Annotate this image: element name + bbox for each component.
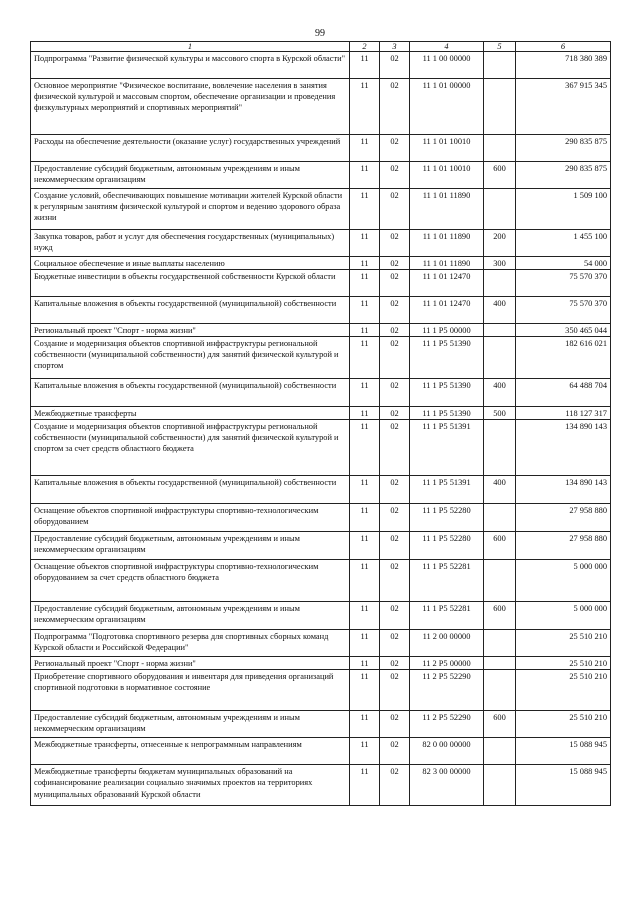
row-section: 11 xyxy=(350,420,380,476)
row-subsection: 02 xyxy=(380,270,410,297)
row-section: 11 xyxy=(350,52,380,79)
row-target-code: 11 1 P5 51390 xyxy=(410,337,484,379)
row-expense-type: 400 xyxy=(484,297,516,324)
row-expense-type xyxy=(484,630,516,657)
column-header: 4 xyxy=(410,42,484,52)
row-section: 11 xyxy=(350,560,380,602)
row-subsection: 02 xyxy=(380,476,410,504)
table-row xyxy=(31,189,611,230)
row-sum: 290 835 875 xyxy=(516,135,611,162)
row-expense-type xyxy=(484,189,516,230)
row-target-code: 11 2 P5 52290 xyxy=(410,670,484,711)
table-row xyxy=(31,504,611,532)
row-expense-type: 600 xyxy=(484,162,516,189)
table-row xyxy=(31,765,611,806)
row-target-code: 11 2 P5 52290 xyxy=(410,711,484,738)
row-sum: 15 088 945 xyxy=(516,765,611,806)
table-row xyxy=(31,657,611,670)
row-target-code: 11 1 P5 51391 xyxy=(410,420,484,476)
row-subsection: 02 xyxy=(380,297,410,324)
row-section: 11 xyxy=(350,476,380,504)
row-target-code: 11 1 P5 51390 xyxy=(410,407,484,420)
row-subsection: 02 xyxy=(380,560,410,602)
row-sum: 367 915 345 xyxy=(516,79,611,135)
row-subsection: 02 xyxy=(380,602,410,630)
row-expense-type xyxy=(484,738,516,765)
column-header: 3 xyxy=(380,42,410,52)
table-row xyxy=(31,711,611,738)
row-section: 11 xyxy=(350,711,380,738)
row-target-code: 11 1 01 11890 xyxy=(410,257,484,270)
row-expense-type xyxy=(484,337,516,379)
table-row xyxy=(31,379,611,407)
row-expense-type xyxy=(484,670,516,711)
row-section: 11 xyxy=(350,630,380,657)
row-target-code: 11 1 01 10010 xyxy=(410,162,484,189)
row-sum: 182 616 021 xyxy=(516,337,611,379)
row-subsection: 02 xyxy=(380,324,410,337)
table-row xyxy=(31,602,611,630)
row-expense-type xyxy=(484,504,516,532)
row-name: Подпрограмма "Подготовка спортивного резерва для спортивных сборных команд Курской области и Российской Федерации" xyxy=(31,630,350,657)
row-target-code: 11 1 P5 52281 xyxy=(410,602,484,630)
row-section: 11 xyxy=(350,738,380,765)
row-subsection: 02 xyxy=(380,189,410,230)
row-expense-type xyxy=(484,657,516,670)
row-name: Создание и модернизация объектов спортивной инфраструктуры региональной собственности (муниципальной собственности) для занятий физической культурой и спортом за счет средств областного бюджета xyxy=(31,420,350,476)
row-name: Бюджетные инвестиции в объекты государственной собственности Курской области xyxy=(31,270,350,297)
row-section: 11 xyxy=(350,189,380,230)
row-subsection: 02 xyxy=(380,630,410,657)
row-subsection: 02 xyxy=(380,52,410,79)
row-subsection: 02 xyxy=(380,407,410,420)
table-row xyxy=(31,79,611,135)
row-subsection: 02 xyxy=(380,711,410,738)
row-name: Предоставление субсидий бюджетным, автономным учреждениям и иным некоммерческим организациям xyxy=(31,532,350,560)
row-section: 11 xyxy=(350,670,380,711)
row-name: Капитальные вложения в объекты государственной (муниципальной) собственности xyxy=(31,476,350,504)
row-sum: 75 570 370 xyxy=(516,297,611,324)
row-name: Подпрограмма "Развитие физической культуры и массового спорта в Курской области" xyxy=(31,52,350,79)
row-expense-type xyxy=(484,52,516,79)
row-name: Создание и модернизация объектов спортивной инфраструктуры региональной собственности (муниципальной собственности) для занятий физической культурой и спортом xyxy=(31,337,350,379)
row-sum: 15 088 945 xyxy=(516,738,611,765)
column-header: 6 xyxy=(516,42,611,52)
row-section: 11 xyxy=(350,324,380,337)
row-subsection: 02 xyxy=(380,765,410,806)
row-target-code: 11 1 00 00000 xyxy=(410,52,484,79)
row-expense-type: 600 xyxy=(484,602,516,630)
table-row xyxy=(31,560,611,602)
row-section: 11 xyxy=(350,532,380,560)
row-name: Оснащение объектов спортивной инфраструктуры спортивно-технологическим оборудованием xyxy=(31,504,350,532)
row-name: Расходы на обеспечение деятельности (оказание услуг) государственных учреждений xyxy=(31,135,350,162)
table-row xyxy=(31,135,611,162)
row-sum: 290 835 875 xyxy=(516,162,611,189)
table-row xyxy=(31,230,611,257)
row-sum: 134 890 143 xyxy=(516,476,611,504)
row-target-code: 11 1 01 12470 xyxy=(410,270,484,297)
table-row xyxy=(31,270,611,297)
row-subsection: 02 xyxy=(380,657,410,670)
row-section: 11 xyxy=(350,257,380,270)
row-subsection: 02 xyxy=(380,79,410,135)
row-name: Приобретение спортивного оборудования и инвентаря для приведения организаций спортивной подготовки в нормативное состояние xyxy=(31,670,350,711)
row-sum: 54 000 xyxy=(516,257,611,270)
table-row xyxy=(31,297,611,324)
row-name: Предоставление субсидий бюджетным, автономным учреждениям и иным некоммерческим организациям xyxy=(31,162,350,189)
row-section: 11 xyxy=(350,379,380,407)
row-target-code: 11 1 01 11890 xyxy=(410,189,484,230)
row-subsection: 02 xyxy=(380,230,410,257)
row-target-code: 11 1 P5 00000 xyxy=(410,324,484,337)
row-target-code: 11 1 01 10010 xyxy=(410,135,484,162)
row-name: Закупка товаров, работ и услуг для обеспечения государственных (муниципальных) нужд xyxy=(31,230,350,257)
row-target-code: 11 1 P5 51390 xyxy=(410,379,484,407)
row-name: Капитальные вложения в объекты государственной (муниципальной) собственности xyxy=(31,297,350,324)
row-section: 11 xyxy=(350,162,380,189)
row-name: Оснащение объектов спортивной инфраструктуры спортивно-технологическим оборудованием за счет средств областного бюджета xyxy=(31,560,350,602)
budget-table xyxy=(30,41,611,806)
row-name: Межбюджетные трансферты бюджетам муниципальных образований на софинансирование реализации социально значимых проектов на территориях муниципальных образований Курской области xyxy=(31,765,350,806)
row-expense-type xyxy=(484,324,516,337)
row-target-code: 11 1 01 11890 xyxy=(410,230,484,257)
row-subsection: 02 xyxy=(380,162,410,189)
column-header: 1 xyxy=(31,42,350,52)
row-name: Региональный проект "Спорт - норма жизни" xyxy=(31,324,350,337)
table-row xyxy=(31,738,611,765)
table-row xyxy=(31,670,611,711)
row-expense-type: 200 xyxy=(484,230,516,257)
table-row xyxy=(31,162,611,189)
row-target-code: 82 3 00 00000 xyxy=(410,765,484,806)
row-expense-type xyxy=(484,420,516,476)
page-number: 99 xyxy=(315,28,325,39)
row-section: 11 xyxy=(350,765,380,806)
row-section: 11 xyxy=(350,270,380,297)
row-sum: 5 000 000 xyxy=(516,560,611,602)
row-section: 11 xyxy=(350,657,380,670)
row-sum: 1 455 100 xyxy=(516,230,611,257)
row-subsection: 02 xyxy=(380,337,410,379)
row-expense-type xyxy=(484,79,516,135)
row-name: Капитальные вложения в объекты государственной (муниципальной) собственности xyxy=(31,379,350,407)
row-target-code: 11 1 P5 52280 xyxy=(410,504,484,532)
table-header-row xyxy=(31,42,611,52)
table-row xyxy=(31,630,611,657)
row-name: Предоставление субсидий бюджетным, автономным учреждениям и иным некоммерческим организациям xyxy=(31,602,350,630)
row-target-code: 11 2 P5 00000 xyxy=(410,657,484,670)
row-sum: 718 380 389 xyxy=(516,52,611,79)
row-sum: 118 127 317 xyxy=(516,407,611,420)
row-target-code: 82 0 00 00000 xyxy=(410,738,484,765)
row-sum: 25 510 210 xyxy=(516,657,611,670)
table-row xyxy=(31,257,611,270)
row-section: 11 xyxy=(350,79,380,135)
row-sum: 64 488 704 xyxy=(516,379,611,407)
row-name: Создание условий, обеспечивающих повышение мотивации жителей Курской области к регулярным занятиям физической культурой и спортом и ведению здорового образа жизни xyxy=(31,189,350,230)
row-target-code: 11 1 P5 51391 xyxy=(410,476,484,504)
row-target-code: 11 1 01 00000 xyxy=(410,79,484,135)
row-subsection: 02 xyxy=(380,135,410,162)
row-sum: 25 510 210 xyxy=(516,711,611,738)
table-row xyxy=(31,407,611,420)
row-sum: 5 000 000 xyxy=(516,602,611,630)
row-sum: 25 510 210 xyxy=(516,670,611,711)
row-target-code: 11 1 P5 52281 xyxy=(410,560,484,602)
table-row xyxy=(31,337,611,379)
row-expense-type xyxy=(484,270,516,297)
row-section: 11 xyxy=(350,504,380,532)
row-sum: 350 465 044 xyxy=(516,324,611,337)
row-target-code: 11 2 00 00000 xyxy=(410,630,484,657)
row-subsection: 02 xyxy=(380,420,410,476)
row-section: 11 xyxy=(350,337,380,379)
row-section: 11 xyxy=(350,602,380,630)
row-name: Основное мероприятие "Физическое воспитание, вовлечение населения в занятия физической культурой и массовым спортом, обеспечение организации и проведения физкультурных мероприятий и спортивных мероприятий" xyxy=(31,79,350,135)
table-row xyxy=(31,476,611,504)
row-sum: 27 958 880 xyxy=(516,532,611,560)
row-subsection: 02 xyxy=(380,379,410,407)
column-header: 2 xyxy=(350,42,380,52)
row-subsection: 02 xyxy=(380,670,410,711)
table-row xyxy=(31,532,611,560)
row-sum: 75 570 370 xyxy=(516,270,611,297)
row-subsection: 02 xyxy=(380,504,410,532)
row-name: Региональный проект "Спорт - норма жизни" xyxy=(31,657,350,670)
table-row xyxy=(31,52,611,79)
row-target-code: 11 1 P5 52280 xyxy=(410,532,484,560)
column-header: 5 xyxy=(484,42,516,52)
row-name: Предоставление субсидий бюджетным, автономным учреждениям и иным некоммерческим организациям xyxy=(31,711,350,738)
row-section: 11 xyxy=(350,135,380,162)
row-section: 11 xyxy=(350,407,380,420)
row-expense-type: 500 xyxy=(484,407,516,420)
row-sum: 134 890 143 xyxy=(516,420,611,476)
row-expense-type xyxy=(484,135,516,162)
row-expense-type: 400 xyxy=(484,476,516,504)
row-sum: 1 509 100 xyxy=(516,189,611,230)
row-subsection: 02 xyxy=(380,257,410,270)
row-name: Межбюджетные трансферты xyxy=(31,407,350,420)
row-expense-type xyxy=(484,560,516,602)
row-sum: 25 510 210 xyxy=(516,630,611,657)
row-name: Социальное обеспечение и иные выплаты населению xyxy=(31,257,350,270)
row-subsection: 02 xyxy=(380,738,410,765)
row-section: 11 xyxy=(350,297,380,324)
row-target-code: 11 1 01 12470 xyxy=(410,297,484,324)
row-expense-type: 600 xyxy=(484,532,516,560)
table-row xyxy=(31,324,611,337)
row-expense-type: 400 xyxy=(484,379,516,407)
row-subsection: 02 xyxy=(380,532,410,560)
row-section: 11 xyxy=(350,230,380,257)
table-row xyxy=(31,420,611,476)
row-expense-type: 600 xyxy=(484,711,516,738)
row-name: Межбюджетные трансферты, отнесенные к непрограммным направлениям xyxy=(31,738,350,765)
row-expense-type xyxy=(484,765,516,806)
row-sum: 27 958 880 xyxy=(516,504,611,532)
row-expense-type: 300 xyxy=(484,257,516,270)
